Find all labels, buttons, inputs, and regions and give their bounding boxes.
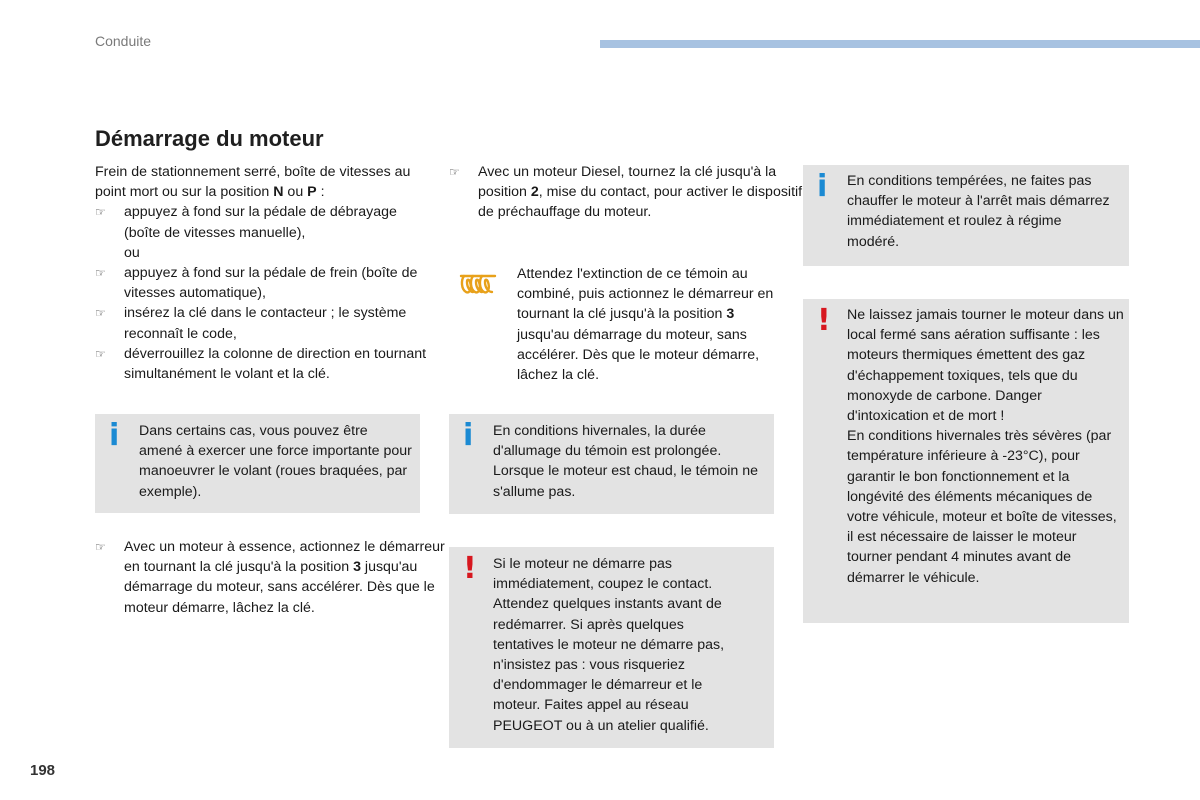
list-item (95, 344, 430, 384)
pointing-hand-icon: ☞ (95, 346, 106, 361)
warning-minutes: 4 (951, 549, 960, 566)
intro-colon: : (316, 184, 325, 201)
petrol-engine-instructions (95, 537, 459, 618)
petrol-text-end: jusqu'au démarrage du moteur, sans accélérer. Dès que le moteur démarre, lâchez la clé. (124, 559, 435, 616)
list-item (95, 202, 430, 242)
info-box-temperate (803, 165, 1129, 266)
list-item-text: insérez la clé dans le contacteur ; le système reconnaît le code, (124, 305, 407, 342)
info-text: En conditions tempérées, ne faites pas chauffer le moteur à l'arrêt mais démarrez immédiatement et roulez à régime modéré. (847, 173, 1110, 250)
info-box-winter (449, 414, 774, 514)
info-icon: i (817, 169, 828, 204)
warning-text-part: En conditions hivernales très sévères (par température inférieure à -23°C), pour garantir le bon fonctionnement et la longévité des éléments mécaniques de votre véhicule, moteur et boîte de vitesses, il est nécessaire de laisser le moteur tourner pendant (847, 428, 1117, 566)
intro-text: Frein de stationnement serré, boîte de vitesses au point mort ou sur la position (95, 164, 411, 201)
glow-text: Attendez l'extinction de ce témoin au combiné, puis actionnez le démarreur en tournant la clé jusqu'à la position (517, 266, 774, 323)
section-label: Conduite (95, 33, 152, 49)
diesel-text-end: , mise du contact, pour activer le dispositif de préchauffage du moteur. (478, 184, 803, 221)
glow-text-end: jusqu'au démarrage du moteur, sans accélérer. Dès que le moteur démarre, lâchez la clé. (517, 326, 760, 384)
list-item-text: appuyez à fond sur la pédale de débrayage (boîte de vitesses manuelle), (124, 204, 397, 241)
warning-box-exhaust (803, 299, 1129, 623)
warning-box-start-failure (449, 547, 774, 748)
page-number: 198 (30, 762, 56, 779)
info-icon: i (109, 418, 120, 453)
petrol-text: Avec un moteur à essence, actionnez le démarreur en tournant la clé jusqu'à la position (124, 539, 445, 576)
glow-key-position-3: 3 (726, 306, 735, 323)
glow-plug-instructions (517, 264, 777, 385)
pointing-hand-icon: ☞ (95, 306, 106, 321)
diesel-text: Avec un moteur Diesel, tournez la clé jusqu'à la position (478, 164, 777, 201)
info-icon: i (463, 418, 474, 453)
header-bar (600, 40, 1200, 48)
list-item-text: appuyez à fond sur la pédale de frein (boîte de vitesses automatique), (124, 265, 418, 302)
pointing-hand-icon: ☞ (95, 205, 106, 220)
pointing-hand-icon: ☞ (449, 165, 460, 179)
park-position: P (307, 184, 317, 201)
warning-paragraph-1: Ne laissez jamais tourner le moteur dans un local fermé sans aération suffisante : les moteurs thermiques émettent des gaz d'échappement toxiques, tels que du monoxyde de carbone. Danger d'intoxication et de mort ! (847, 307, 1124, 425)
warning-paragraph-2 (847, 426, 1125, 588)
warning-text-end: minutes avant de démarrer le véhicule. (847, 549, 1072, 586)
info-text: En conditions hivernales, la durée d'allumage du témoin est prolongée. Lorsque le moteur est chaud, le témoin ne s'allume pas. (493, 423, 758, 500)
info-box-steering (95, 414, 420, 513)
diesel-engine-instructions (449, 162, 808, 223)
warning-text: Si le moteur ne démarre pas immédiatement, coupez le contact. Attendez quelques instants avant de redémarrer. Si après quelques tentatives le moteur ne démarre pas, n'insistez pas : vous risqueriez d'endommager le démarreur et le moteur. Faites appel au réseau PEUGEOT ou à un atelier qualifié. (493, 556, 725, 734)
warning-text (847, 305, 1125, 588)
key-position-3: 3 (353, 559, 361, 576)
warning-icon: ! (463, 551, 477, 586)
info-text: Dans certains cas, vous pouvez être amené à exercer une force importante pour manoeuvrer le volant (roues braquées, par exemple). (139, 423, 412, 500)
intro-or: ou (283, 184, 308, 201)
list-item-or: ou (124, 244, 140, 261)
warning-icon: ! (817, 303, 831, 338)
pointing-hand-icon: ☞ (95, 540, 106, 554)
key-position-2: 2 (530, 184, 539, 201)
list-item (95, 303, 430, 343)
glow-plug-icon (459, 270, 497, 300)
list-item (95, 263, 430, 303)
page-title: Démarrage du moteur (95, 126, 324, 151)
pointing-hand-icon: ☞ (95, 266, 106, 281)
list-item-text: déverrouillez la colonne de direction en tournant simultanément le volant et la clé. (124, 345, 427, 383)
neutral-position: N (273, 184, 284, 201)
starting-instructions (95, 162, 430, 384)
intro-paragraph (95, 162, 430, 202)
